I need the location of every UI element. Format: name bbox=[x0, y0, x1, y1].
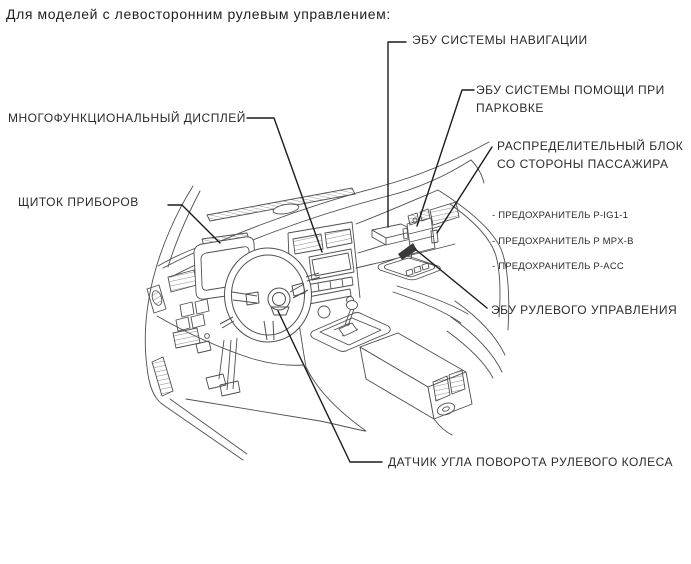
label-multifunction-display: МНОГОФУНКЦИОНАЛЬНЫЙ ДИСПЛЕЙ bbox=[8, 111, 246, 125]
label-junction-block: РАСПРЕДЕЛИТЕЛЬНЫЙ БЛОК СО СТОРОНЫ ПАССАЖИРА bbox=[497, 139, 684, 171]
label-fuse-p-acc: - ПРЕДОХРАНИТЕЛЬ P-ACC bbox=[492, 261, 624, 272]
steering-ecu-tray bbox=[378, 256, 440, 280]
label-steering-angle-sensor: ДАТЧИК УГЛА ПОВОРОТА РУЛЕВОГО КОЛЕСА bbox=[388, 455, 673, 469]
page-title: Для моделей с левосторонним рулевым управлением: bbox=[6, 6, 391, 22]
pedals bbox=[196, 338, 240, 396]
label-steering-ecu: ЭБУ РУЛЕВОГО УПРАВЛЕНИЯ bbox=[491, 303, 678, 317]
multifunction-display-screen bbox=[309, 249, 354, 280]
leader-multifunction-display bbox=[247, 118, 322, 252]
label-fuse-p-ig1-1: - ПРЕДОХРАНИТЕЛЬ P-IG1-1 bbox=[492, 210, 629, 221]
label-navigation-ecu: ЭБУ СИСТЕМЫ НАВИГАЦИИ bbox=[412, 33, 588, 47]
label-fuse-p-mpx-b: - ПРЕДОХРАНИТЕЛЬ P MPX-B bbox=[492, 236, 634, 247]
leader-navigation-ecu bbox=[388, 42, 406, 227]
label-parking-assist-ecu: ЭБУ СИСТЕМЫ ПОМОЩИ ПРИ ПАРКОВКЕ bbox=[476, 83, 665, 115]
leader-steering-ecu bbox=[415, 249, 487, 308]
leader-junction-block bbox=[437, 147, 492, 233]
center-console-armrest bbox=[360, 333, 472, 419]
defroster-vent bbox=[207, 188, 355, 221]
label-instrument-cluster: ЩИТОК ПРИБОРОВ bbox=[18, 195, 139, 209]
